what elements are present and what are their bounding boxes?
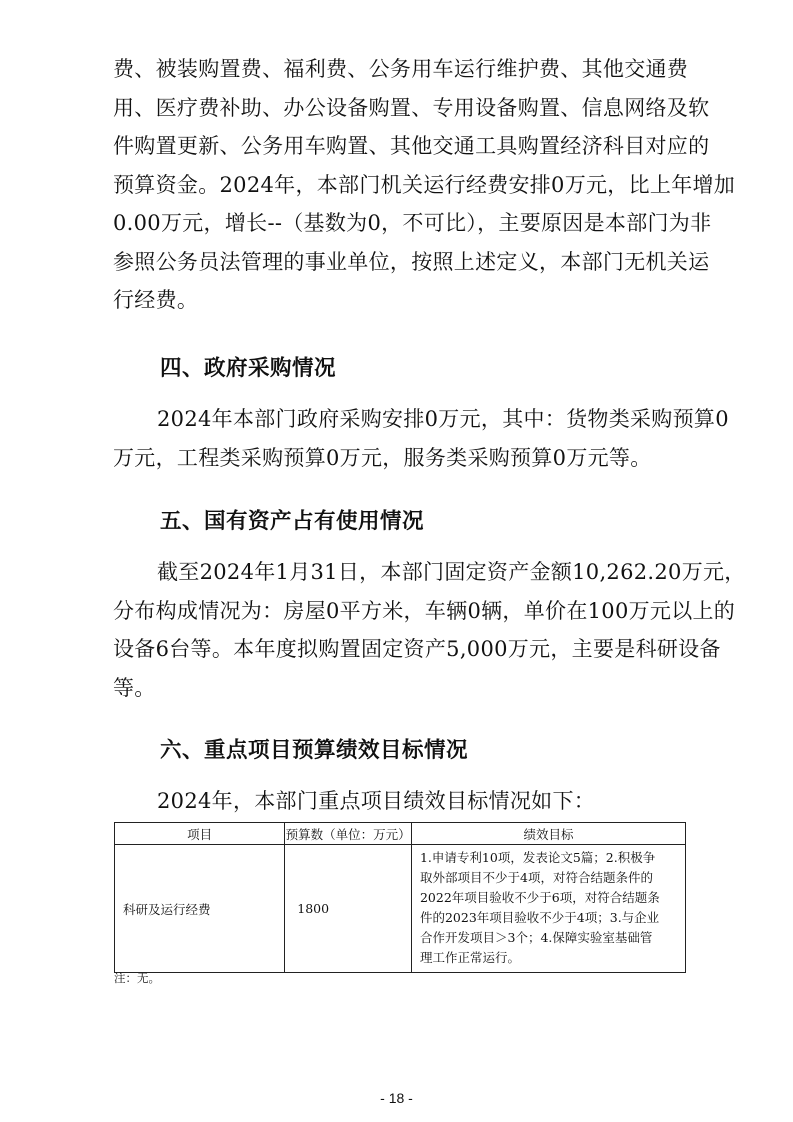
table-note: 注：无。 (114, 971, 160, 985)
text-line: 分布构成情况为：房屋0平方米，车辆0辆，单价在100万元以上的 (113, 598, 736, 623)
text-line: 万元，工程类采购预算0万元，服务类采购预算0万元等。 (113, 445, 652, 470)
text-line: 截至2024年1月31日，本部门固定资产金额10,262.20万元， (157, 560, 746, 584)
text-line: 件购置更新、公务用车购置、其他交通工具购置经济科目对应的 (113, 134, 710, 158)
cell-budget: 1800 (285, 845, 412, 973)
text-line: 行经费。 (113, 288, 199, 312)
cell-project: 科研及运行经费 (115, 845, 285, 973)
table-header-row (115, 823, 686, 845)
text-line: 预算资金。2024年，本部门机关运行经费安排0万元，比上年增加 (113, 172, 736, 197)
section6-intro (113, 782, 689, 821)
section6-heading: 六、重点项目预算绩效目标情况 (160, 738, 469, 763)
section4-paragraph (113, 400, 729, 477)
text-line: 设备6台等。本年度拟购置固定资产5,000万元，主要是科研设备 (113, 637, 721, 661)
section5-paragraph (113, 553, 746, 707)
goal-line: 取外部项目不少于4项，对符合结题条件的 (419, 870, 653, 885)
text-line: 费、被装购置费、福利费、公务用车运行维护费、其他交通费 (113, 57, 689, 81)
header-budget: 预算数（单位：万元） (285, 823, 412, 845)
header-goals: 绩效目标 (411, 823, 685, 845)
text-line: 参照公务员法管理的事业单位，按照上述定义，本部门无机关运 (113, 249, 710, 274)
section5-heading: 五、国有资产占有使用情况 (160, 509, 425, 534)
text-line: 2024年，本部门重点项目绩效目标情况如下： (157, 789, 596, 813)
text-line: 2024年本部门政府采购安排0万元，其中：货物类采购预算0 (157, 407, 729, 431)
section4-heading: 四、政府采购情况 (160, 356, 337, 381)
header-project: 项目 (115, 823, 285, 845)
cell-goals (411, 845, 685, 973)
text-line: 等。 (113, 675, 156, 700)
page-number: - 18 - (380, 1090, 413, 1106)
performance-goals-table (114, 822, 686, 973)
text-line: 用、医疗费补助、办公设备购置、专用设备购置、信息网络及软 (113, 95, 710, 120)
table-row (115, 845, 686, 973)
goal-line: 合作开发项目＞3个；4.保障实验室基础管 (419, 930, 653, 945)
section3-tail-paragraph (113, 50, 736, 320)
goal-line: 1.申请专利10项，发表论文5篇；2.积极争 (419, 850, 656, 865)
goal-line: 理工作正常运行。 (419, 950, 520, 965)
goal-line: 件的2023年项目验收不少于4项；3.与企业 (419, 910, 660, 925)
goal-line: 2022年项目验收不少于6项，对符合结题条 (419, 890, 660, 905)
text-line: 0.00万元，增长--（基数为0，不可比），主要原因是本部门为非 (113, 211, 712, 235)
